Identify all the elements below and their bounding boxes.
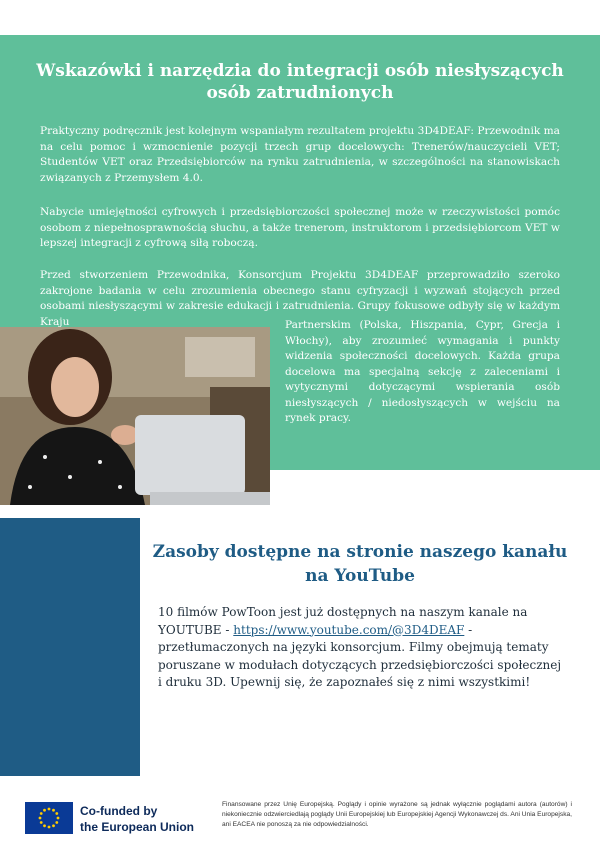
eu-flag-icon xyxy=(25,802,73,834)
blue-accent-block xyxy=(0,518,140,776)
intro-paragraph: Praktyczny podręcznik jest kolejnym wspaniałym rezultatem projektu 3D4DEAF: Przewodnik ma na celu pomoc i wzmocnienie pozycji trzech grup docelowych: Trenerów/nauczycieli VET; Studentów VET oraz Przedsiębiorców na rynku zatrudnienia, w szczególności na stanowiskach związanych z Przemysłem 4.0. xyxy=(40,125,560,184)
youtube-section-title: Zasoby dostępne na stronie naszego kanału na YouTube xyxy=(152,542,568,586)
youtube-text-rest: - przetłumaczonych na języki konsorcjum. Filmy obejmują tematy poruszane w modułach dotyczących przedsiębiorczości społecznej i druku 3D. Upewnij się, że zapoznałeś się z nimi wszystkimi! xyxy=(158,622,562,689)
youtube-section-text xyxy=(158,604,568,692)
research-paragraph: Przed stworzeniem Przewodnika, Konsorcjum Projektu 3D4DEAF przeprowadziło szeroko zakrojone badania w celu zrozumienia obecnego stanu cyfryzacji i wyzwań stojących przed osobami niesłyszącymi w zakresie edukacji i zatrudnienia. Grupy fokusowe odbyły się w każdym Kraju xyxy=(40,269,560,328)
research-paragraph-continued: Partnerskim (Polska, Hiszpania, Cypr, Grecja i Włochy), aby zrozumieć wymagania i punkty widzenia społeczności docelowych. Każda grupa docelowa ma specjalną sekcję z zaleceniami i wytycznymi dotyczącymi wspierania osób niesłyszących / niedosłyszących w wejściu na rynek pracy. xyxy=(285,319,560,424)
page-title: Wskazówki i narzędzia do integracji osób niesłyszących osób zatrudnionych xyxy=(36,61,564,103)
footer xyxy=(0,790,600,849)
cofunded-line-2: the European Union xyxy=(80,820,194,834)
skills-paragraph: Nabycie umiejętności cyfrowych i przedsiębiorczości społecznej może w rzeczywistości pomóc osobom z niepełnosprawnością słuchu, a także trenerom, instruktorom i przedsiębiorcom VET w lepszej integracji z cyfrową siłą roboczą. xyxy=(40,206,560,249)
eu-disclaimer: Finansowane przez Unię Europejską. Poglądy i opinie wyrażone są jednak wyłącznie poglądami autora (autorów) i niekoniecznie odzwierciedlają poglądy Unii Europejskiej lub Europejskiej Agencji Wykonawczej ds. Ani Unia Europejska, ani EACEA nie ponoszą za nie odpowiedzialności. xyxy=(222,801,572,828)
cofunded-label xyxy=(80,803,194,835)
cofunded-line-1: Co-funded by xyxy=(80,804,158,818)
youtube-text-intro: 10 filmów PowToon jest już dostępnych na naszym kanale na YOUTUBE - xyxy=(158,605,528,637)
youtube-channel-link[interactable]: https://www.youtube.com/@3D4DEAF xyxy=(233,622,465,637)
woman-signing-photo xyxy=(0,327,270,505)
